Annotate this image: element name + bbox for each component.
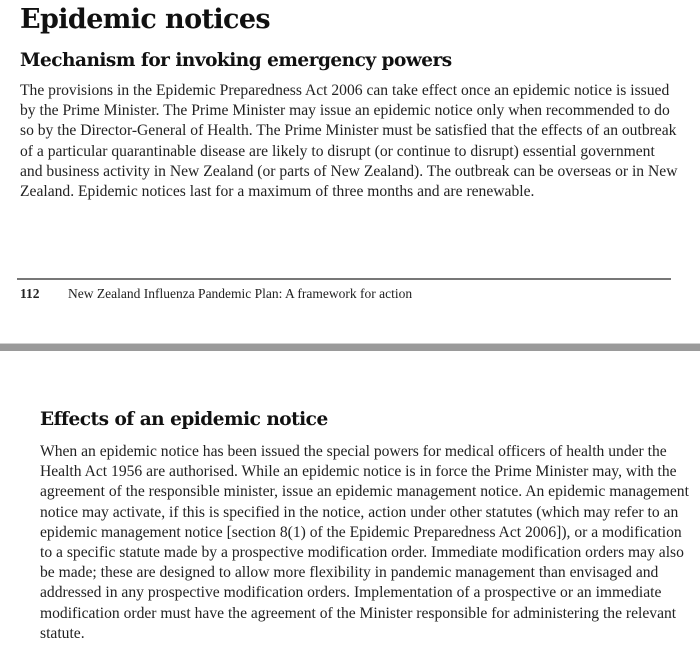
paragraph-effects: When an epidemic notice has been issued the special powers for medical officers of health under the Health Act 1956 are authorised. While an epidemic notice is in force the Prime Minister may, with the agreement of the responsible minister, issue an epidemic management notice. An epidemic management notice may activate, if this is specified in the notice, action under other statutes (which may refer to an epidemic management notice [section 8(1) of the Epidemic Preparedness Act 2006]), or a modification to a specific statute made by a prospective modification order. Immediate modification orders may also be made; these are designed to allow more flexibility in pandemic management than envisaged and addressed in any prospective modification orders. Implementation of a prospective or an immediate modification order must have the agreement of the Minister responsible for administering the relevant statute. bbox=[40, 443, 689, 642]
footer-document-title: New Zealand Influenza Pandemic Plan: A framework for action bbox=[68, 286, 413, 301]
page-bottom bbox=[0, 351, 700, 664]
footer-rule bbox=[17, 278, 671, 280]
paragraph-mechanism: The provisions in the Epidemic Preparedness Act 2006 can take effect once an epidemic notice is issued by the Prime Minister. The Prime Minister may issue an epidemic notice only when recommended to do so by the Director-General of Health. The Prime Minister must be satisfied that the effects of an outbreak of a particular quarantinable disease are likely to disrupt (or continue to disrupt) essential government and business activity in New Zealand (or parts of New Zealand). The outbreak can be overseas or in New Zealand. Epidemic notices last for a maximum of three months and are renewable. bbox=[20, 82, 678, 201]
page-footer bbox=[20, 286, 412, 302]
section-heading-effects: Effects of an epidemic notice bbox=[40, 409, 328, 430]
page-title: Epidemic notices bbox=[20, 4, 271, 35]
page-number: 112 bbox=[20, 286, 40, 301]
section-heading-mechanism: Mechanism for invoking emergency powers bbox=[20, 50, 452, 71]
page-separator bbox=[0, 343, 700, 351]
